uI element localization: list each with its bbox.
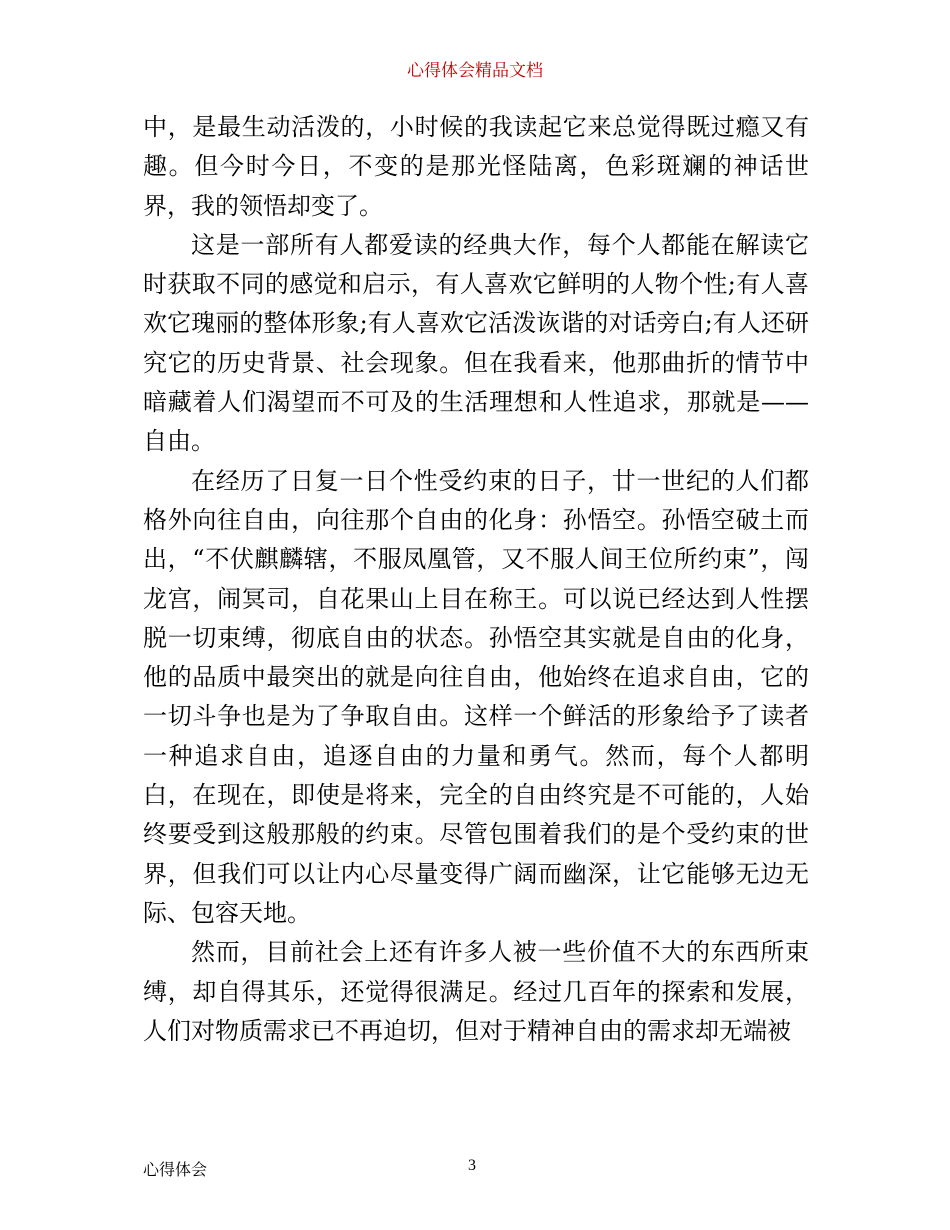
footer-label: 心得体会 xyxy=(143,1160,208,1179)
paragraph: 然而，目前社会上还有许多人被一些价值不大的东西所束缚，却自得其乐，还觉得很满足。经过几百年的探索和发展，人们对物质需求已不再迫切，但对于精神自由的需求却无端被 xyxy=(143,938,809,1045)
page-header-title: 心得体会精品文档 xyxy=(407,61,543,81)
document-body xyxy=(143,108,809,1051)
paragraph: 这是一部所有人都爱读的经典大作，每个人都能在解读它时获取不同的感觉和启示，有人喜欢它鲜明的人物个性;有人喜欢它瑰丽的整体形象;有人喜欢它活泼诙谐的对话旁白;有人还研究它的历史背景、社会现象。但在我看来，他那曲折的情节中暗藏着人们渴望而不可及的生活理想和人性追求，那就是——自由。 xyxy=(143,230,809,456)
paragraph: 在经历了日复一日个性受约束的日子，廿一世纪的人们都格外向往自由，向往那个自由的化身：孙悟空。孙悟空破土而出，“不伏麒麟辖，不服凤凰管，又不服人间王位所约束”，闯龙宫，闹冥司，自花果山上目在称王。可以说已经达到人性摆脱一切束缚，彻底自由的状态。孙悟空其实就是自由的化身，他的品质中最突出的就是向往自由，他始终在追求自由，它的一切斗争也是为了争取自由。这样一个鲜活的形象给予了读者一种追求自由，追逐自由的力量和勇气。然而，每个人都明白，在现在，即使是将来，完全的自由终究是不可能的，人始终要受到这般那般的约束。尽管包围着我们的是个受约束的世界，但我们可以让内心尽量变得广阔而幽深，让它能够无边无际、包容天地。 xyxy=(143,466,809,927)
page-number: 3 xyxy=(468,1157,476,1174)
paragraph: 中，是最生动活泼的，小时候的我读起它来总觉得既过瘾又有趣。但今时今日，不变的是那光怪陆离，色彩斑斓的神话世界，我的领悟却变了。 xyxy=(143,113,809,220)
